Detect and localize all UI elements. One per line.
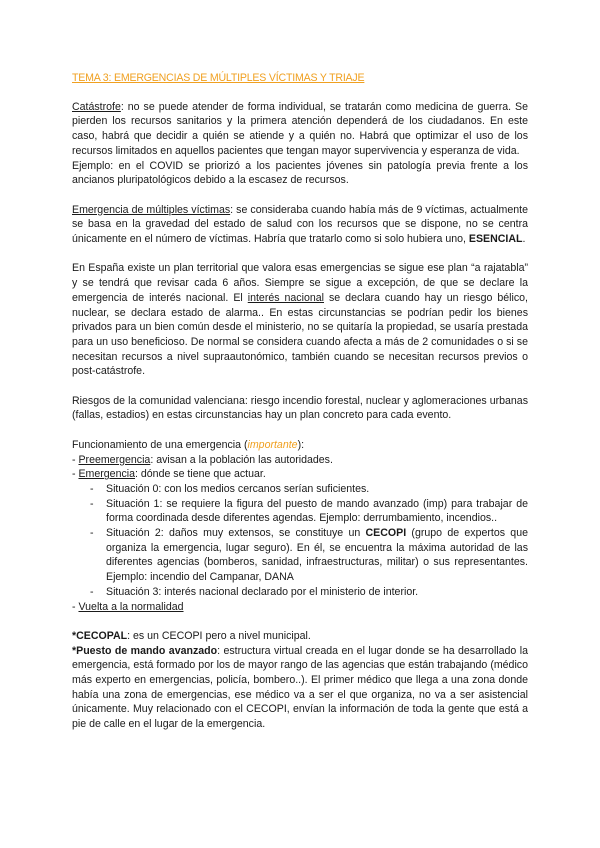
- importante-label: importante: [247, 438, 298, 451]
- situacion-3: - Situación 3: interés nacional declarado por el ministerio de interior.: [72, 585, 528, 600]
- catastrofe-paragraph: [72, 100, 528, 159]
- situacion-1: - Situación 1: se requiere la figura del puesto de mando avanzado (imp) para trabajar de forma coordinada desde diferentes agendas. Ejemplo: derrumbamiento, incendios..: [72, 497, 528, 526]
- interes-nacional-term: interés nacional: [247, 291, 324, 304]
- page-title: TEMA 3: EMERGENCIAS DE MÚLTIPLES VÍCTIMAS Y TRIAJE: [72, 72, 365, 84]
- riesgos-paragraph: Riesgos de la comunidad valenciana: riesgo incendio forestal, nuclear y aglomeraciones urbanas (fallas, estadios) en estas circunstancias hay un plan concreto para cada evento.: [72, 394, 528, 422]
- cecopi-term: CECOPI: [365, 527, 407, 540]
- emergencia-item: - Emergencia: dónde se tiene que actuar.: [72, 468, 266, 481]
- pma-note: *Puesto de mando avanzado: estructura virtual creada en el lugar donde se ha desarrollado la emergencia, está formado por los de mayor rango de las agencias que están trabajando (médico más experto en emergencias, policía, bombero..). El primer médico que llega a una zona donde había una zona de emergencias, ese médico va a ser el que organiza, no va a ser asistencial únicamente. Muy relacionado con el CECOPI, envían la información de toda la gente que está a pie de calle en el lugar de la emergencia.: [72, 644, 528, 731]
- preemergencia-term: Preemergencia: [78, 453, 151, 466]
- emv-paragraph: Emergencia de múltiples víctimas: se consideraba cuando había más de 9 víctimas, actualmente se basa en la gravedad del estado de salud con los recursos que se dispone, no se centra únicamente en el número de víctimas. Habría que tratarlo como si solo hubiera uno, ESENCIAL.: [72, 203, 528, 246]
- vuelta-item: - Vuelta a la normalidad: [72, 600, 184, 613]
- emergencia-term: Emergencia: [78, 468, 136, 481]
- cecopal-note: *CECOPAL: es un CECOPI pero a nivel municipal.: [72, 629, 311, 642]
- catastrofe-text: : no se puede atender de forma individual, se tratarán como medicina de guerra. Se pierden los recursos sanitarios y la primera atención dependerá de los ciudadanos. En este caso, habrá que decidir a quién se atiende y a quién no. Habrá que optimizar el uso de los recursos limitados en aquellos pacientes que tengan mayor supervivencia y esperanza de vida.: [72, 100, 528, 157]
- cecopal-term: *CECOPAL: [72, 629, 128, 642]
- catastrofe-term: Catástrofe: [72, 100, 121, 113]
- document-body: [72, 71, 528, 732]
- pma-term: *Puesto de mando avanzado: [72, 644, 218, 657]
- situacion-0: - Situación 0: con los medios cercanos serían suficientes.: [72, 482, 528, 497]
- situacion-2: - Situación 2: daños muy extensos, se constituye un CECOPI (grupo de expertos que organiza la emergencia, lugar seguro). En él, se encuentra la máxima autoridad de las diferentes agencias (bomberos, sanidad, infraestructuras, militar) o sus representantes. Ejemplo: incendio del Campanar, DANA: [72, 526, 528, 585]
- funcionamiento-intro: Funcionamiento de una emergencia (importante):: [72, 438, 305, 451]
- catastrofe-example: Ejemplo: en el COVID se priorizó a los pacientes jóvenes sin patología previa frente a los ancianos pluripatológicos debido a la escasez de recursos.: [72, 159, 528, 187]
- preemergencia-item: - Preemergencia: avisan a la población las autoridades.: [72, 453, 333, 466]
- espana-paragraph: En España existe un plan territorial que valora esas emergencias se sigue ese plan “a rajatabla” y se tendrá que revisar cada 6 años. Siempre se sigue a excepción, de que se declare la emergencia de interés nacional. El interés nacional se declara cuando hay un riesgo bélico, nuclear, se declara estado de alarma.. En estas circunstancias se podrían pedir los bienes privados para un bien común desde el ministerio, no se quitaría la propiedad, se usaría prestada para un uso beneficioso. De normal se considera cuando afecta a más de 2 comunidades o si se necesitan recursos a nivel supraautonómico, también cuando se necesitan recursos previos o post-catástrofe.: [72, 262, 528, 378]
- vuelta-term: Vuelta a la normalidad: [78, 600, 184, 613]
- emv-term: Emergencia de múltiples víctimas: [72, 203, 231, 216]
- emv-text: : se consideraba cuando había más de 9 víctimas, actualmente se basa en la gravedad del estado de salud con los recursos que se dispone, no se centra únicamente en el número de víctimas. Habría que tratarlo como si solo hubiera uno,: [72, 203, 528, 246]
- emv-bold: ESENCIAL: [468, 233, 523, 246]
